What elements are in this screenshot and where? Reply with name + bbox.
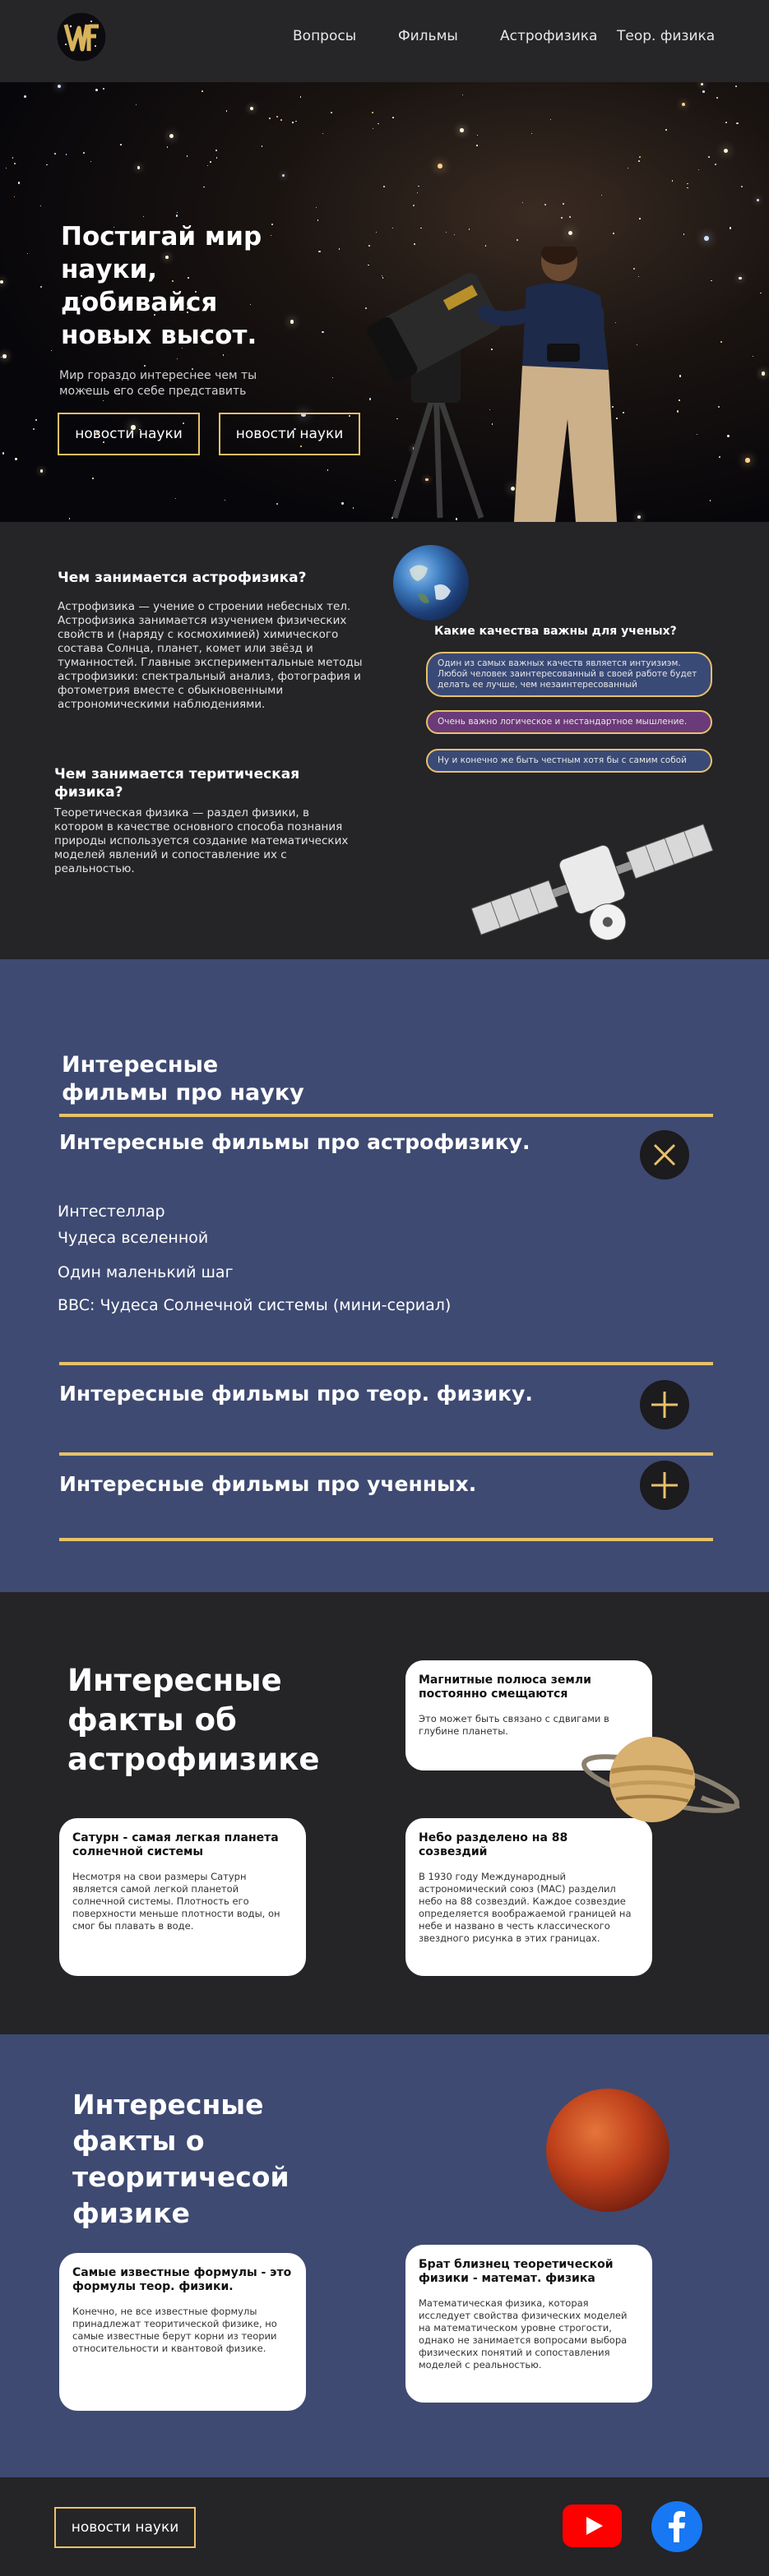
site-header — [0, 0, 769, 82]
star — [414, 243, 415, 245]
star — [741, 186, 743, 187]
star — [331, 112, 332, 113]
theory-facts-title: Интересные факты о теоритичесой физике — [72, 2089, 290, 2229]
star — [665, 129, 667, 131]
star — [69, 518, 71, 519]
star — [476, 145, 478, 146]
star — [54, 153, 56, 155]
star — [420, 228, 422, 229]
nav-astrophysics[interactable]: Астрофизика — [500, 28, 598, 44]
saturn-image — [578, 1730, 743, 1837]
star — [136, 104, 137, 105]
film-item[interactable]: Интестеллар — [58, 1203, 165, 1221]
astro-facts-title: Интересные факты об астрофиизике — [67, 1663, 320, 1777]
hero-subtitle: Мир гораздо интереснее чем ты можешь его себе представить — [59, 369, 257, 398]
star — [175, 498, 176, 499]
fact-card-text: Несмотря на свои размеры Сатурн является самой легкой планетой солнечной системы. Плотность его поверхности меньше плотности воды, он смог бы плавать в воде. — [72, 1871, 280, 1932]
star — [14, 196, 15, 197]
star — [683, 233, 685, 235]
star — [701, 83, 703, 85]
star — [300, 96, 302, 98]
star — [372, 112, 373, 113]
close-icon — [640, 1130, 689, 1180]
accordion-expand-button[interactable] — [640, 1380, 689, 1429]
news-button-footer[interactable]: новости науки — [54, 2507, 196, 2548]
star — [276, 116, 278, 118]
fact-card — [59, 2253, 306, 2411]
fact-card-text: В 1930 году Международный астрономический союз (МАС) разделил небо на 88 созвездий. Каждое созвездие определяется воображаемой границей на небе и названо в честь классического звездного рисунка в этих границах. — [419, 1871, 632, 1944]
star — [682, 103, 685, 106]
earth-continents-icon — [393, 545, 469, 621]
nav-theory-physics[interactable]: Теор. физика — [617, 28, 716, 44]
fact-card-text: Конечно, не все известные формулы принадлежат теоритической физике, но самые известные берут корни из теории относительности и квантовой физике. — [72, 2306, 277, 2354]
star — [745, 458, 749, 462]
fact-card — [405, 2245, 652, 2403]
star — [687, 183, 688, 185]
nav-films[interactable]: Фильмы — [398, 28, 458, 44]
star — [137, 166, 141, 169]
star — [727, 435, 729, 436]
fact-card — [59, 1818, 306, 1976]
star — [40, 205, 41, 206]
divider — [59, 1538, 713, 1541]
star — [144, 365, 146, 367]
fact-card-title: Брат близнец теоретической физики - математ. физика — [419, 2258, 614, 2285]
theory-heading: Чем занимается теритическая физика? — [54, 766, 300, 801]
star — [143, 216, 144, 217]
fact-card-title: Небо разделено на 88 созвездий — [419, 1831, 568, 1858]
star — [276, 503, 278, 505]
plus-icon — [640, 1461, 689, 1510]
logo-icon[interactable] — [54, 10, 109, 64]
star — [639, 156, 641, 158]
star — [120, 144, 122, 145]
star — [167, 146, 169, 148]
star — [18, 182, 20, 183]
divider — [59, 1362, 713, 1365]
star — [316, 207, 317, 208]
fact-card-title: Магнитные полюса земли постоянно смещаются — [419, 1673, 591, 1701]
star — [317, 219, 318, 220]
star — [103, 400, 104, 401]
nav-questions[interactable]: Вопросы — [293, 28, 357, 44]
star — [215, 150, 217, 151]
star — [177, 212, 178, 213]
star — [446, 232, 447, 233]
film-item[interactable]: Чудеса вселенной — [58, 1229, 209, 1247]
news-button-1[interactable]: новости науки — [58, 413, 200, 455]
star — [550, 119, 551, 120]
star — [66, 154, 67, 155]
theory-facts-section — [0, 2034, 769, 2477]
star — [687, 187, 688, 189]
accordion-close-button[interactable] — [640, 1130, 689, 1180]
star — [563, 203, 564, 205]
star — [318, 251, 320, 252]
star — [327, 469, 328, 470]
star — [353, 507, 354, 509]
star — [477, 135, 478, 136]
star — [522, 202, 523, 203]
star — [531, 133, 532, 134]
star — [561, 217, 563, 219]
star — [322, 331, 323, 333]
star — [413, 205, 415, 206]
star — [40, 286, 42, 288]
fact-card-title: Самые известные формулы - это формулы теор. физики. — [72, 2266, 292, 2293]
star — [35, 419, 37, 421]
film-item[interactable]: Один маленький шаг — [58, 1263, 234, 1281]
star — [177, 358, 178, 359]
star — [757, 199, 759, 201]
star — [417, 192, 418, 193]
star — [216, 157, 218, 159]
youtube-icon[interactable] — [563, 2504, 622, 2547]
theory-text: Теоретическая физика — раздел физики, в котором в качестве основного способа познания природы используется создание математических моделей явлений и сопоставление их с реальностью. — [54, 806, 349, 875]
star — [392, 117, 394, 118]
star — [762, 372, 765, 375]
star — [27, 253, 28, 254]
star — [282, 174, 285, 177]
star — [438, 164, 442, 169]
star — [601, 195, 603, 196]
star — [90, 161, 91, 162]
star — [392, 228, 393, 229]
star — [739, 277, 742, 280]
star — [454, 234, 455, 235]
star — [568, 231, 572, 235]
site-footer — [0, 2477, 769, 2576]
astro-heading: Чем занимается астрофизика? — [58, 570, 307, 586]
star — [569, 216, 571, 218]
star — [2, 354, 6, 358]
star — [40, 469, 43, 472]
film-item[interactable]: BBC: Чудеса Солнечной системы (мини-сериал) — [58, 1296, 452, 1314]
accordion-scientists-heading[interactable]: Интересные фильмы про ученных. — [59, 1472, 477, 1496]
star — [176, 215, 178, 216]
star — [725, 122, 727, 123]
star — [92, 478, 94, 479]
qualities-title: Какие качества важны для ученых? — [434, 625, 677, 638]
star — [223, 354, 224, 355]
quality-pill-3: Ну и конечно же быть честным хотя бы с самим собой — [426, 749, 712, 773]
star — [295, 121, 297, 122]
astro-text: Астрофизика — учение о строении небесных тел. Астрофизика занимается изучением физических свойств и (наряду с космохимией) химического состава Солнца, планет, комет или звёзд и туманностей. Главные экспериментальные методы астрофизики: спектральный анализ, фотография и фотометрия вместе с обыкновенными астрономическими наблюдениями. — [58, 600, 363, 711]
star — [203, 187, 205, 188]
star — [322, 133, 323, 134]
star — [704, 236, 709, 241]
astronomer-telescope-illustration — [362, 247, 724, 522]
star — [33, 428, 35, 430]
star — [339, 248, 340, 249]
star — [724, 149, 728, 153]
fact-card-text: Математическая физика, которая исследует свойства физических моделей на математическом уровне строгости, однако не занимается вопросами выбора физических понятий и сопоставления моделей с реальностью. — [419, 2297, 628, 2371]
star — [418, 186, 419, 187]
star — [672, 180, 673, 181]
accordion-expand-button[interactable] — [640, 1461, 689, 1510]
star — [698, 169, 700, 171]
star — [517, 239, 518, 241]
star — [460, 128, 463, 132]
accordion-astrophysics-heading[interactable]: Интересные фильмы про астрофизику. — [59, 1130, 530, 1154]
earth-image — [393, 545, 469, 621]
fact-card-text: Это может быть связано с сдвигами в глубине планеты. — [419, 1713, 609, 1737]
star — [95, 89, 97, 90]
news-button-2[interactable]: новости науки — [219, 413, 360, 455]
star — [730, 227, 731, 229]
star — [58, 85, 61, 88]
star — [103, 88, 104, 90]
star — [269, 118, 271, 119]
star — [341, 502, 343, 504]
star — [613, 233, 614, 234]
fact-card — [405, 1818, 652, 1976]
star — [207, 165, 208, 166]
astro-facts-section — [0, 1592, 769, 2034]
star — [332, 377, 333, 378]
star — [51, 350, 52, 351]
quality-pill-2: Очень важно логическое и нестандартное мышление. — [426, 710, 712, 734]
accordion-theory-heading[interactable]: Интересные фильмы про теор. физику. — [59, 1382, 533, 1406]
star — [735, 85, 737, 87]
star — [187, 155, 188, 157]
fact-card-title: Сатурн - самая легкая планета солнечной системы — [72, 1831, 279, 1858]
star — [12, 157, 13, 158]
about-section — [0, 522, 769, 959]
star — [639, 218, 641, 219]
star — [14, 163, 16, 164]
star — [46, 164, 47, 165]
star — [2, 452, 4, 454]
star — [169, 134, 174, 138]
star — [638, 160, 640, 162]
plus-icon — [640, 1380, 689, 1429]
satellite-illustration — [461, 801, 724, 958]
films-title: Интересные фильмы про науку — [62, 1052, 304, 1106]
star — [280, 119, 282, 121]
divider — [59, 1114, 713, 1117]
quality-pill-1: Один из самых важных качеств является интуизиэм. Любой человек заинтересованный в своей работе будет делать ее лучше, чем незаинтересованный — [426, 652, 712, 697]
star — [383, 186, 385, 187]
star — [376, 232, 377, 233]
star — [544, 204, 546, 205]
hero-section — [0, 82, 769, 522]
star — [0, 280, 3, 284]
star — [226, 110, 227, 111]
star — [702, 90, 704, 92]
star — [708, 156, 710, 158]
star — [250, 107, 253, 110]
star — [715, 164, 716, 165]
facebook-icon[interactable] — [651, 2501, 702, 2552]
divider — [59, 1452, 713, 1456]
star — [202, 90, 203, 92]
star — [83, 152, 85, 154]
films-section — [0, 959, 769, 1592]
mars-image — [546, 2089, 669, 2212]
star — [1, 357, 2, 358]
star — [6, 168, 7, 169]
star — [716, 97, 718, 99]
star — [760, 293, 762, 294]
star — [24, 95, 25, 97]
star — [736, 122, 738, 124]
star — [210, 161, 211, 163]
hero-title: Постигай мир науки, добивайся новых высот. — [61, 222, 262, 350]
star — [15, 458, 16, 459]
